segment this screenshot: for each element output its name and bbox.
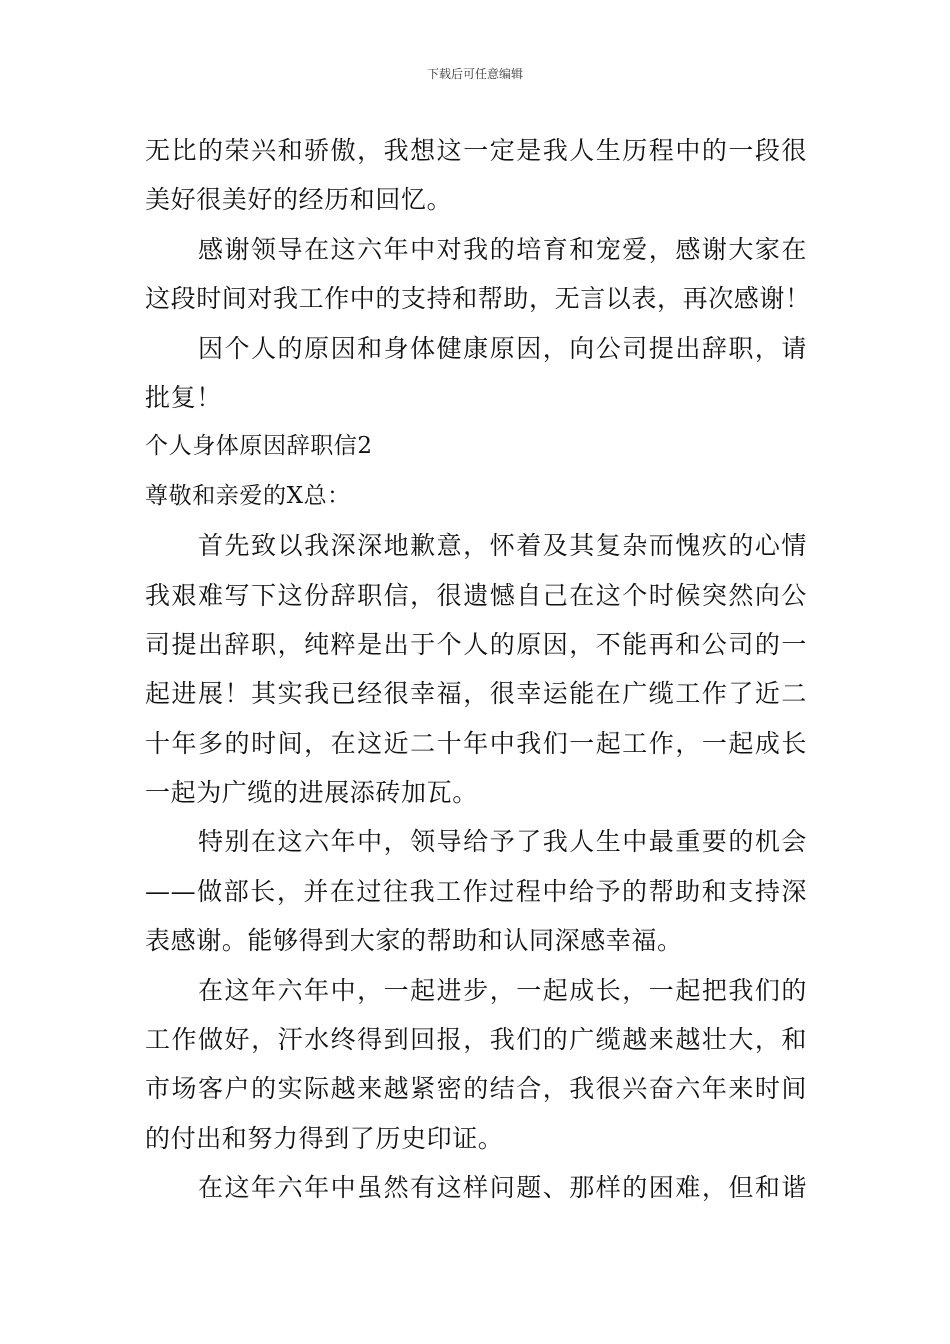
text-line: 尊敬和亲爱的X总： xyxy=(145,482,351,509)
text-line: ——做部长，并在过往我工作过程中给予的帮助和支持深 xyxy=(145,876,807,906)
text-line: 因个人的原因和身体健康原因，向公司提出辞职，请 xyxy=(198,333,807,363)
text-line: 起进展！其实我已经很幸福，很幸运能在广缆工作了近二 xyxy=(145,679,807,709)
text-line: 特别在这六年中，领导给予了我人生中最重要的机会 xyxy=(198,827,807,857)
text-line: 表感谢。能够得到大家的帮助和认同深感幸福。 xyxy=(145,926,683,956)
text-line: 在这年六年中，一起进步，一起成长，一起把我们的 xyxy=(198,975,807,1005)
text-line: 的付出和努力得到了历史印证。 xyxy=(145,1123,504,1153)
text-line: 批复！ xyxy=(145,382,222,412)
text-line: 司提出辞职，纯粹是出于个人的原因，不能再和公司的一 xyxy=(145,629,807,659)
text-line: 美好很美好的经历和回忆。 xyxy=(145,185,453,215)
text-line: 首先致以我深深地歉意，怀着及其复杂而愧疚的心情 xyxy=(198,531,807,561)
text-line: 十年多的时间，在这近二十年中我们一起工作，一起成长 xyxy=(145,728,807,758)
text-line: 在这年六年中虽然有这样问题、那样的困难，但和谐 xyxy=(198,1173,807,1203)
text-line: 这段时间对我工作中的支持和帮助，无言以表，再次感谢！ xyxy=(145,284,811,314)
letter-body xyxy=(145,126,811,1213)
text-line: 无比的荣兴和骄傲，我想这一定是我人生历程中的一段很 xyxy=(145,136,807,165)
text-line: 感谢领导在这六年中对我的培育和宠爱，感谢大家在 xyxy=(198,234,807,264)
text-line: 市场客户的实际越来越紧密的结合，我很兴奋六年来时间 xyxy=(145,1074,807,1104)
text-line: 个人身体原因辞职信2 xyxy=(145,433,373,460)
page-header: 下载后可任意编辑 xyxy=(426,67,523,81)
text-line: 工作做好，汗水终得到回报，我们的广缆越来越壮大，和 xyxy=(145,1025,807,1055)
text-line: 一起为广缆的进展添砖加瓦。 xyxy=(145,778,478,808)
text-line: 我艰难写下这份辞职信，很遗憾自己在这个时候突然向公 xyxy=(145,580,807,610)
